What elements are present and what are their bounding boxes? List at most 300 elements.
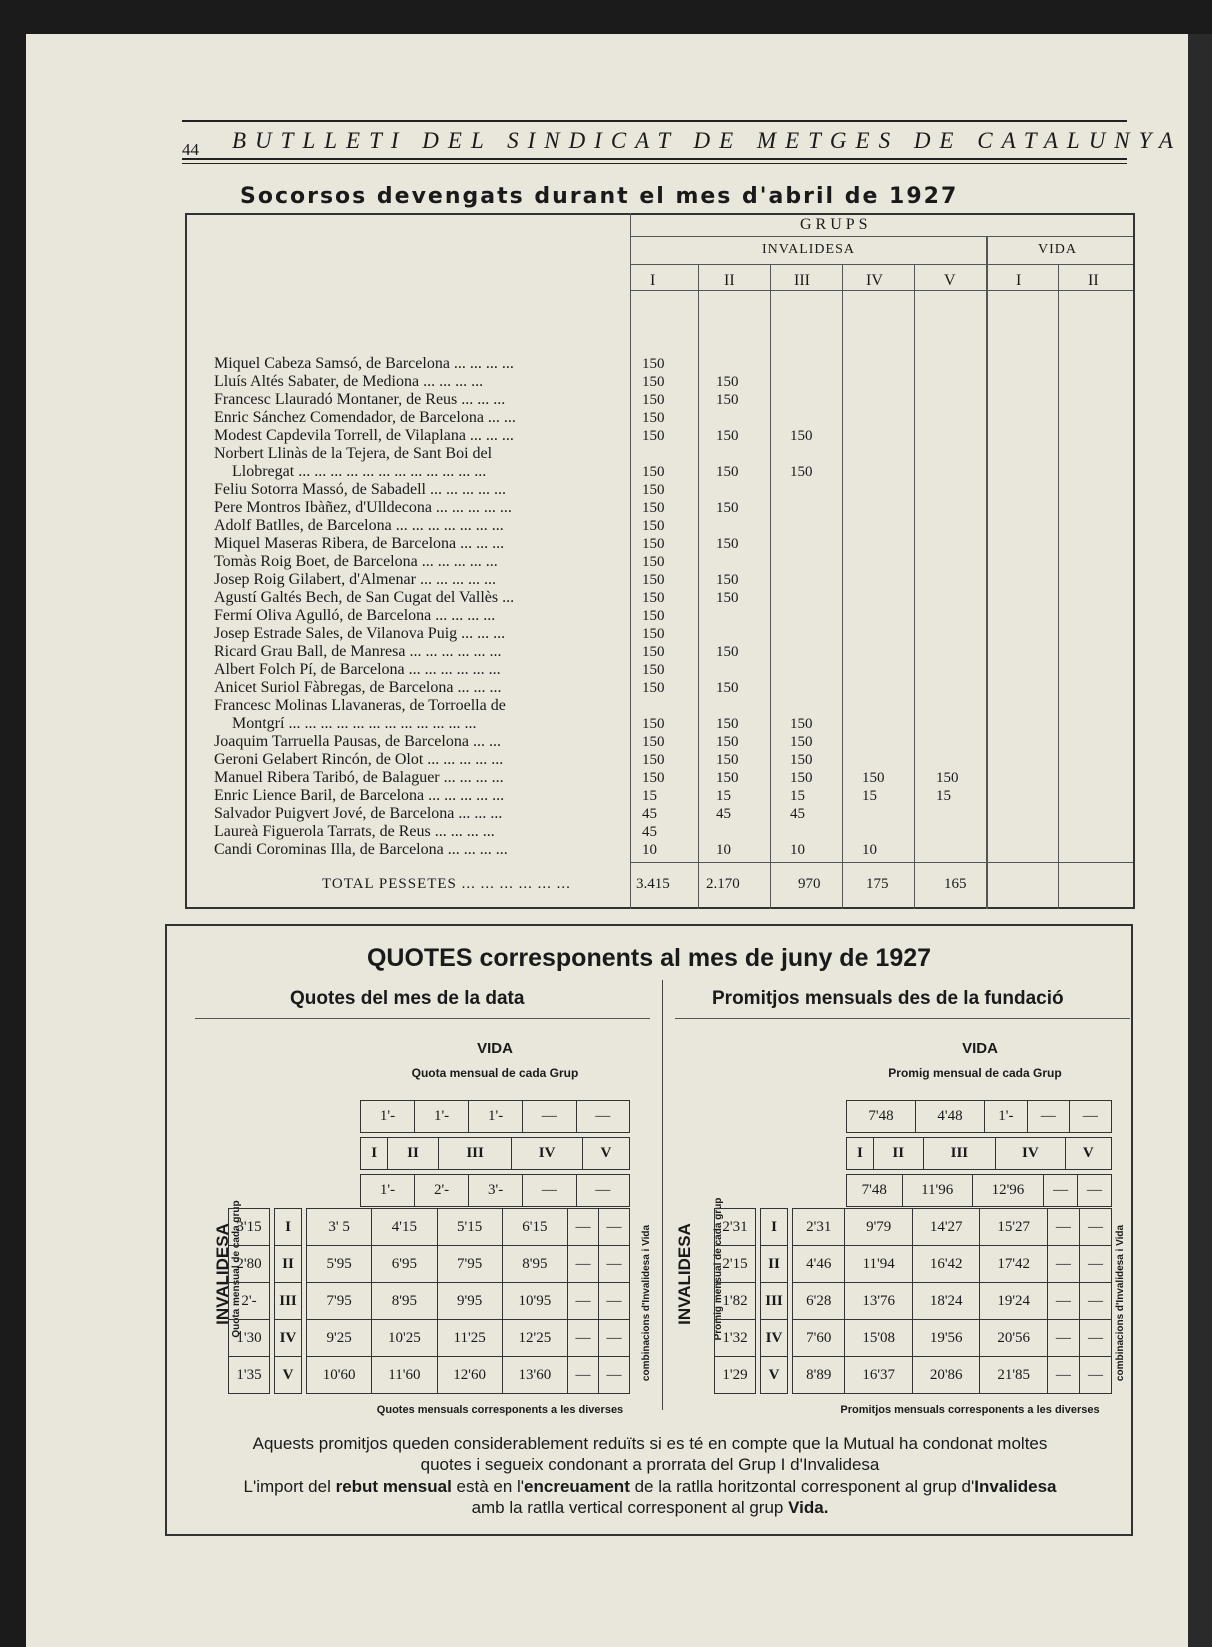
member-value [862,535,912,553]
right-caption: Promitjos mensuals corresponents a les diverses [840,1404,1100,1416]
matrix-cell: — [598,1246,629,1283]
member-value: 150 [642,482,665,498]
left-combination-matrix [306,1208,630,1394]
quotes-title: QUOTES corresponents al mes de juny de 1927 [366,944,932,972]
invalidesa-group-cell: I [275,1209,302,1246]
member-value: 150 [642,410,665,426]
matrix-cell: 16'37 [845,1357,912,1394]
member-value: 45 [790,806,805,822]
col-divider-1 [698,264,699,909]
member-value [790,517,840,535]
invalidesa-quota-cell: 1'30 [229,1320,270,1357]
vida-sum-cell: 3'- [469,1175,523,1207]
member-value: 10 [790,842,805,858]
member-value: 150 [642,590,665,606]
member-name-line: Laureà Figuerola Tarrats, de Reus ... ... ... ... [214,823,495,840]
member-value: 150 [716,392,739,408]
matrix-cell: 11'60 [372,1357,437,1394]
matrix-cell: 9'25 [307,1320,372,1357]
member-value: 150 [642,554,665,570]
matrix-cell: 17'42 [980,1246,1047,1283]
right-invalidesa-roman [760,1208,788,1394]
matrix-cell: 9'95 [437,1283,502,1320]
member-value [862,823,912,841]
values-col-V [936,355,986,859]
page-number: 44 [182,140,199,159]
right-vida-bottom-row [846,1174,1112,1207]
vida-quota-cell: — [576,1101,629,1133]
member-name-line: Feliu Sotorra Massó, de Sabadell ... ... ... ... ... [214,481,506,498]
member-value: 150 [642,608,665,624]
vida-quota-cell: 1'- [469,1101,523,1133]
vida-quota-cell: — [1027,1101,1069,1133]
total-V: 165 [944,876,967,892]
invalidesa-quota-cell: 2'31 [715,1209,756,1246]
matrix-cell: 15'27 [980,1209,1047,1246]
right-vida-label: VIDA [962,1040,998,1057]
vida-sum-cell: — [523,1175,576,1207]
invalidesa-group-cell: III [761,1283,788,1320]
member-value: 150 [716,590,739,606]
right-invalidesa-quotas [714,1208,756,1394]
member-value [936,481,986,499]
member-value: 15 [716,788,731,804]
left-subtitle-rule [195,1018,650,1019]
header-rule-top [182,120,1127,122]
header-rule-thin [182,163,1127,164]
member-name-line: Albert Folch Pí, de Barcelona ... ... ... ... ... ... [214,661,501,678]
matrix-cell: — [568,1357,599,1394]
member-value [716,553,766,571]
matrix-cell: 12'60 [437,1357,502,1394]
vida-quota-cell: 1'- [985,1101,1028,1133]
invalidesa-quota-cell: 2'15 [715,1246,756,1283]
member-value [936,391,986,409]
member-value [936,661,986,679]
member-name-line: Llobregat ... ... ... ... ... ... ... ... ... ... ... ... [232,463,487,480]
matrix-cell: — [568,1209,599,1246]
matrix-cell: — [1047,1357,1079,1394]
member-value: 150 [716,644,739,660]
matrix-cell: 3' 5 [307,1209,372,1246]
member-value: 15 [642,788,657,804]
member-name-line: Lluís Altés Sabater, de Mediona ... ... ... ... [214,373,484,390]
member-value [790,499,840,517]
member-value [862,589,912,607]
member-value: 150 [642,518,665,534]
member-value: 150 [642,770,665,786]
member-value [936,715,986,733]
member-name-line: Adolf Batlles, de Barcelona ... ... ... ... ... ... ... [214,517,504,534]
member-value: 150 [642,734,665,750]
member-value: 150 [716,716,739,732]
vida-group-cell: IV [996,1138,1065,1170]
member-value [936,823,986,841]
member-name-line: Tomàs Roig Boet, de Barcelona ... ... ... ... ... [214,553,498,570]
journal-title: BUTLLETI DEL SINDICAT DE METGES DE CATALUNYA [232,128,1182,153]
value-spacer [790,697,840,715]
matrix-cell: — [598,1209,629,1246]
value-spacer [642,445,692,463]
invalidesa-group-cell: V [275,1357,302,1394]
matrix-cell: — [598,1357,629,1394]
vida-group-cell: III [923,1138,996,1170]
value-spacer [862,445,912,463]
member-value [862,571,912,589]
matrix-cell: 13'60 [502,1357,567,1394]
values-col-IV [862,355,912,859]
note3-mid2: de la ratlla horitzontal corresponent al grup d' [629,1477,975,1496]
value-spacer [716,697,766,715]
member-value [862,499,912,517]
member-value [936,535,986,553]
col-header-inv-5: V [944,272,956,289]
member-name-line: Pere Montros Ibàñez, d'Ulldecona ... ... ... ... ... [214,499,512,516]
member-value [862,553,912,571]
member-value [862,679,912,697]
matrix-cell: 8'95 [502,1246,567,1283]
note3-mid: està en l' [451,1477,525,1496]
vida-group-cell: II [388,1138,439,1170]
total-label: TOTAL PESSETES ... ... ... ... ... ... [322,876,571,892]
matrix-cell: 20'86 [912,1357,979,1394]
vida-group-cell: I [847,1138,874,1170]
total-II: 2.170 [706,876,740,892]
value-spacer [936,445,986,463]
matrix-cell: — [1047,1246,1079,1283]
member-value [716,625,766,643]
member-value: 150 [936,770,959,786]
member-name-line: Ricard Grau Ball, de Manresa ... ... ... ... ... ... [214,643,502,660]
member-value: 15 [790,788,805,804]
member-value [716,409,766,427]
matrix-cell: — [1047,1283,1079,1320]
vida-sum-cell: 2'- [415,1175,469,1207]
matrix-cell: — [568,1246,599,1283]
member-value [790,643,840,661]
member-value [716,607,766,625]
member-value: 150 [642,644,665,660]
vida-sum-cell: 1'- [361,1175,415,1207]
col-divider-4 [914,264,915,909]
member-value: 150 [716,770,739,786]
note3-bold-encreuament: encreuament [524,1477,630,1496]
matrix-cell: 7'95 [307,1283,372,1320]
left-combo-label: combinacions d'Invalidesa i Vida [641,1224,652,1382]
invalidesa-quota-cell: 3'15 [229,1209,270,1246]
vida-sum-cell: — [1078,1175,1112,1207]
member-value [936,409,986,427]
member-name-line: Joaquim Tarruella Pausas, de Barcelona ... ... [214,733,501,750]
matrix-cell: 8'95 [372,1283,437,1320]
vida-group-cell: V [582,1138,629,1170]
vida-quota-cell: 1'- [415,1101,469,1133]
member-value: 150 [642,500,665,516]
matrix-cell: 2'31 [793,1209,845,1246]
matrix-cell: — [1079,1246,1111,1283]
member-value [936,589,986,607]
matrix-cell: 21'85 [980,1357,1047,1394]
member-value [936,841,986,859]
member-value [716,823,766,841]
member-value [936,499,986,517]
member-value: 150 [790,770,813,786]
member-names-column [214,355,624,859]
member-value: 150 [790,428,813,444]
member-value [862,355,912,373]
member-value: 150 [790,752,813,768]
member-value: 150 [790,734,813,750]
matrix-cell: 11'25 [437,1320,502,1357]
member-value [862,751,912,769]
left-vida-top-row [360,1100,630,1133]
member-value: 150 [642,536,665,552]
vida-sum-cell: — [576,1175,629,1207]
matrix-cell: — [568,1320,599,1357]
matrix-cell: 16'42 [912,1246,979,1283]
member-value [862,643,912,661]
right-subtitle-rule [675,1018,1130,1019]
matrix-cell: 20'56 [980,1320,1047,1357]
vida-header: VIDA [1038,242,1077,257]
member-value [790,607,840,625]
vida-group-cell: V [1065,1138,1112,1170]
invalidesa-group-cell: II [761,1246,788,1283]
member-value: 150 [642,374,665,390]
member-value: 150 [642,572,665,588]
member-value: 150 [642,356,665,372]
vida-quota-cell: — [523,1101,576,1133]
member-value: 150 [862,770,885,786]
member-name-line: Montgrí ... ... ... ... ... ... ... ... ... ... ... ... [232,715,477,732]
matrix-cell: 7'95 [437,1246,502,1283]
member-value [936,373,986,391]
member-value [862,661,912,679]
member-value [790,625,840,643]
note4-pre: amb la ratlla vertical corresponent al grup [471,1498,789,1517]
matrix-cell: 5'95 [307,1246,372,1283]
member-value: 150 [642,752,665,768]
member-value [862,715,912,733]
note-line-1: Aquests promitjos queden considerablement reduïts si es té en compte que la Mutual ha condonat moltes [252,1434,1048,1453]
matrix-cell: 14'27 [912,1209,979,1246]
member-value: 150 [716,572,739,588]
matrix-cell: — [568,1283,599,1320]
member-value [862,733,912,751]
right-invalidesa-label: INVALIDESA [675,1223,694,1325]
matrix-cell: — [1079,1320,1111,1357]
right-vida-roman-row [846,1137,1112,1170]
member-name-line: Manuel Ribera Taribó, de Balaguer ... ... ... ... [214,769,504,786]
member-value: 150 [716,500,739,516]
quotes-right-subtitle: Promitjos mensuals des de la fundació [712,988,1064,1009]
member-value [790,535,840,553]
col-header-vida-2: II [1088,272,1099,289]
left-invalidesa-label: INVALIDESA [213,1223,232,1325]
vida-group-cell: IV [512,1138,582,1170]
left-vida-label: VIDA [477,1040,513,1057]
left-invalidesa-sub: Quota mensual de cada grup [231,1200,242,1338]
member-name-line: Anicet Suriol Fàbregas, de Barcelona ... ... ... [214,679,502,696]
member-name-line: Enric Sánchez Comendador, de Barcelona ... ... [214,409,516,426]
matrix-cell: 5'15 [437,1209,502,1246]
note4-bold-vida: Vida. [788,1498,829,1517]
note3-bold-rebut: rebut mensual [335,1477,452,1496]
matrix-cell: 15'08 [845,1320,912,1357]
matrix-cell: 4'46 [793,1246,845,1283]
col-divider-6 [1058,264,1059,909]
matrix-cell: 9'79 [845,1209,912,1246]
member-value: 150 [642,716,665,732]
member-name-line: Miquel Maseras Ribera, de Barcelona ... ... ... [214,535,505,552]
member-value: 150 [716,536,739,552]
matrix-cell: 12'25 [502,1320,567,1357]
invalidesa-header: INVALIDESA [762,242,855,257]
member-name-line: Miquel Cabeza Samsó, de Barcelona ... ... ... ... [214,355,514,372]
left-vida-sub: Quota mensual de cada Grup [411,1066,579,1080]
member-name-line: Salvador Puigvert Jové, de Barcelona ... ... ... [214,805,503,822]
note3-pre: L'import del [243,1477,336,1496]
col-header-inv-2: II [724,272,735,289]
member-value: 150 [642,662,665,678]
value-spacer [716,445,766,463]
member-value [790,373,840,391]
value-spacer [936,697,986,715]
member-value: 45 [642,824,657,840]
vida-quota-cell: 1'- [361,1101,415,1133]
matrix-cell: — [598,1283,629,1320]
invalidesa-group-cell: IV [761,1320,788,1357]
left-vida-roman-row [360,1137,630,1170]
member-value [936,733,986,751]
invalidesa-group-cell: III [275,1283,302,1320]
right-combination-matrix [792,1208,1112,1394]
invalidesa-group-cell: I [761,1209,788,1246]
member-value: 150 [642,428,665,444]
member-value: 45 [716,806,731,822]
matrix-cell: — [1047,1209,1079,1246]
invalidesa-quota-cell: 1'29 [715,1357,756,1394]
member-value [790,661,840,679]
member-value [862,805,912,823]
matrix-cell: 10'60 [307,1357,372,1394]
member-value [790,589,840,607]
member-value: 150 [716,374,739,390]
member-value [862,427,912,445]
vida-sum-cell: 7'48 [847,1175,903,1207]
invalidesa-quota-cell: 1'82 [715,1283,756,1320]
member-value [862,409,912,427]
member-name-line: Modest Capdevila Torrell, de Vilaplana ... ... ... [214,427,514,444]
note-line-2: quotes i segueix condonant a prorrata del Grup I d'Invalidesa [420,1455,880,1474]
member-value [862,391,912,409]
vida-sum-cell: 12'96 [972,1175,1043,1207]
member-value [790,355,840,373]
values-col-III [790,355,840,859]
member-value: 150 [790,464,813,480]
member-name-line: Josep Estrade Sales, de Vilanova Puig ... ... ... [214,625,506,642]
col-header-inv-1: I [650,272,656,289]
vida-group-cell: I [361,1138,388,1170]
member-value [790,391,840,409]
member-value: 150 [716,734,739,750]
matrix-cell: 18'24 [912,1283,979,1320]
member-value: 10 [862,842,877,858]
matrix-cell: 6'95 [372,1246,437,1283]
member-value: 150 [716,428,739,444]
member-name-line: Josep Roig Gilabert, d'Almenar ... ... ... ... ... [214,571,496,588]
col-divider-2 [770,264,771,909]
col-divider-vida [986,236,988,909]
note-line-4 [180,1498,1120,1518]
vida-sum-cell: 11'96 [902,1175,972,1207]
member-value [936,625,986,643]
vida-quota-cell: 4'48 [916,1101,985,1133]
member-value [790,481,840,499]
member-value [936,571,986,589]
member-value [936,805,986,823]
left-invalidesa-roman [274,1208,302,1394]
value-spacer [790,445,840,463]
member-value: 10 [642,842,657,858]
member-value: 150 [642,626,665,642]
total-I: 3.415 [636,876,670,892]
vida-quota-cell: 7'48 [847,1101,916,1133]
member-value [936,355,986,373]
quotes-center-divider [662,980,663,1410]
member-value [716,661,766,679]
member-name-line: Agustí Galtés Bech, de San Cugat del Vallès ... [214,589,515,606]
member-name-line: Enric Lience Baril, de Barcelona ... ... ... ... ... [214,787,505,804]
invalidesa-group-cell: IV [275,1320,302,1357]
col-header-inv-3: III [794,272,810,289]
vida-group-cell: III [438,1138,512,1170]
member-value [862,463,912,481]
socorsos-title: Socorsos devengats durant el mes d'abril de 1927 [240,184,959,209]
member-value [790,679,840,697]
member-value [862,607,912,625]
member-value [936,427,986,445]
col-divider-names [630,213,631,909]
left-caption: Quotes mensuals corresponents a les diverses [376,1404,624,1416]
quotes-left-subtitle: Quotes del mes de la data [290,988,525,1009]
invalidesa-quota-cell: 2'- [229,1283,270,1320]
member-value [862,481,912,499]
member-value: 10 [716,842,731,858]
values-col-II [716,355,766,859]
col-header-vida-1: I [1016,272,1022,289]
scan-edge [1188,34,1212,1647]
grups-rule [630,236,1133,237]
left-invalidesa-quotas [228,1208,270,1394]
member-name-line: Geroni Gelabert Rincón, de Olot ... ... ... ... ... [214,751,504,768]
matrix-cell: — [1079,1357,1111,1394]
matrix-cell: 6'15 [502,1209,567,1246]
member-value: 150 [716,680,739,696]
col-divider-3 [842,264,843,909]
member-value [936,463,986,481]
right-vida-sub: Promig mensual de cada Grup [888,1066,1062,1080]
member-name-line: Norbert Llinàs de la Tejera, de Sant Boi del [214,445,493,462]
grups-header: GRUPS [800,216,872,233]
member-value [862,517,912,535]
member-value: 150 [716,464,739,480]
right-vida-top-row [846,1100,1112,1133]
matrix-cell: 10'95 [502,1283,567,1320]
left-vida-bottom-row [360,1174,630,1207]
member-value [716,481,766,499]
member-value [862,373,912,391]
